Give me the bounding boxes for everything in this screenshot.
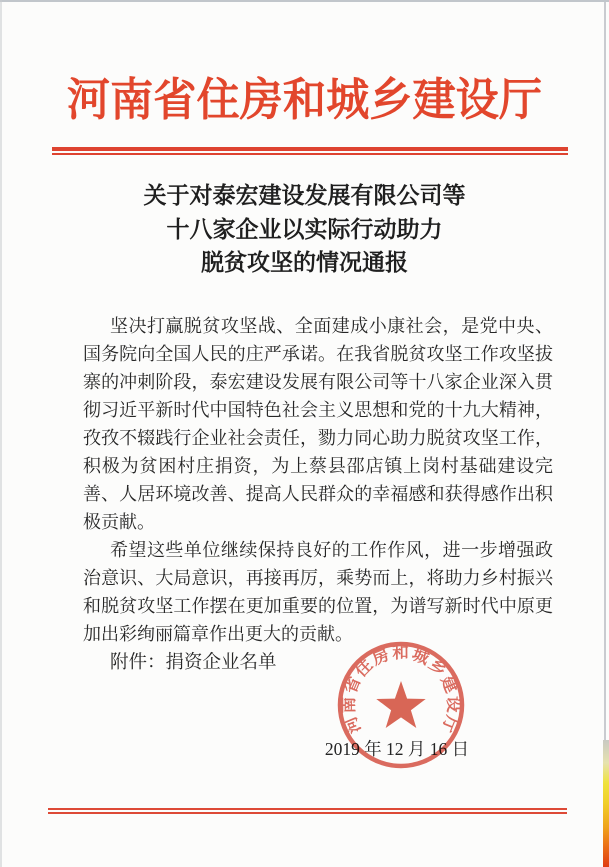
letterhead-divider-thick <box>52 147 568 151</box>
document-title-line-2: 十八家企业以实际行动助力 <box>166 216 443 242</box>
letterhead-agency-name: 河南省住房和城乡建设厅 <box>66 75 543 125</box>
seal-text: 河南省住房和城乡建设厅 <box>338 642 464 737</box>
scan-edge-left <box>0 0 2 867</box>
document-title-line-3: 脱贫攻坚的情况通报 <box>201 250 408 275</box>
attachment-note: 附件：捐资企业名单 <box>110 653 277 673</box>
document-body <box>83 312 553 648</box>
document-title-line-1: 关于对泰宏建设发展有限公司等 <box>143 183 466 208</box>
scan-edge-top <box>0 0 609 2</box>
footer-divider-line-1 <box>48 808 567 810</box>
document-date: 2019 年 12 月 16 日 <box>324 739 470 759</box>
official-seal <box>331 635 471 775</box>
body-paragraph-2: 希望这些单位继续保持良好的工作作风，进一步增强政治意识、大局意识，再接再厉，乘势而上，将助力乡村振兴和脱贫攻坚工作摆在更加重要的位置，为谱写新时代中原更加出彩绚丽篇章作出更大的贡献。 <box>83 540 553 644</box>
footer-divider-line-2 <box>48 812 567 814</box>
document-title <box>0 179 609 280</box>
letterhead-divider <box>52 147 568 155</box>
scan-color-artifact <box>603 740 609 867</box>
footer-divider <box>48 808 567 814</box>
body-paragraph-1: 坚决打赢脱贫攻坚战、全面建成小康社会，是党中央、国务院向全国人民的庄严承诺。在我省脱贫攻坚工作攻坚拔寨的冲刺阶段，泰宏建设发展有限公司等十八家企业深入贯彻习近平新时代中国特色社会主义思想和党的十九大精神，孜孜不辍践行企业社会责任，勠力同心助力脱贫攻坚工作，积极为贫困村庄捐资，为上蔡县邵店镇上岗村基础建设完善、人居环境改善、提高人民群众的幸福感和获得感作出积极贡献。 <box>83 316 553 532</box>
scan-edge-right <box>604 2 606 742</box>
letterhead-divider-thin <box>52 153 568 155</box>
seal-star-icon <box>376 681 425 728</box>
